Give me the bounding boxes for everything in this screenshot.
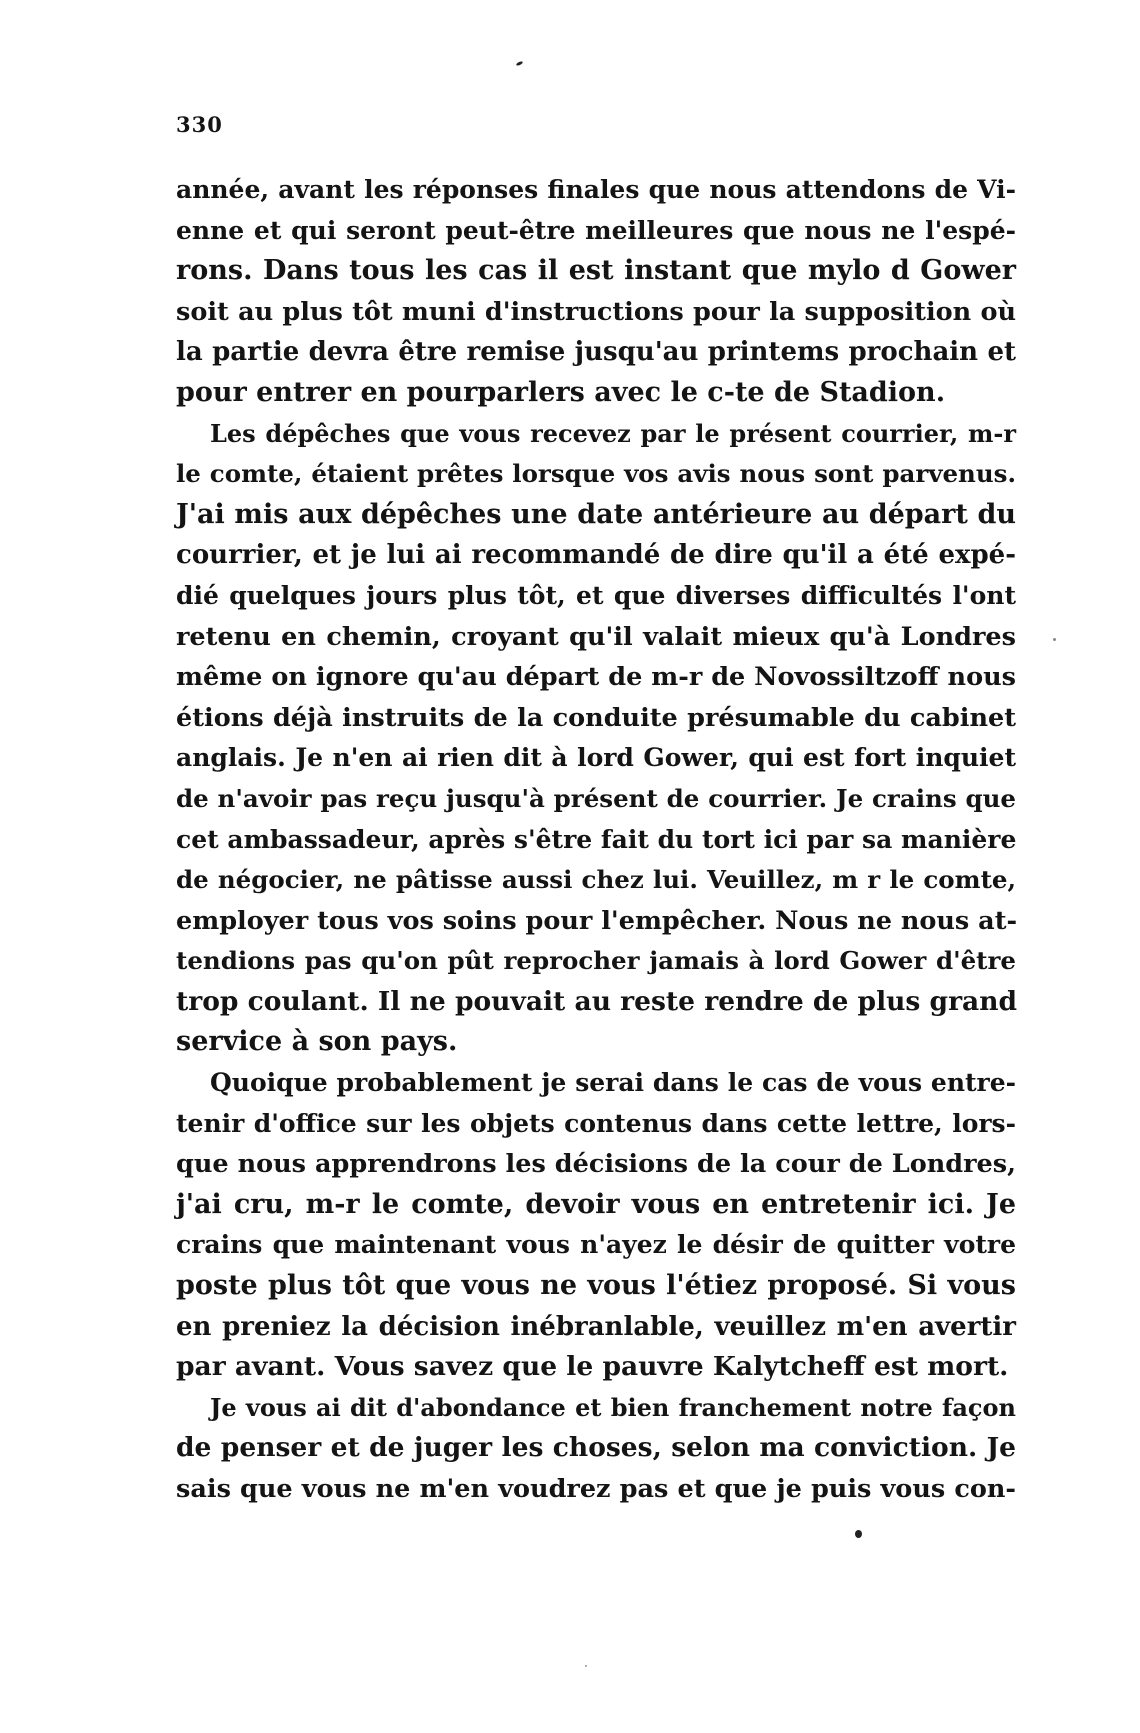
text-line: même on ignore qu'au départ de m-r de Novossiltzoff nous	[176, 662, 1016, 693]
text-line: employer tous vos soins pour l'empêcher. Nous ne nous at-	[176, 905, 1018, 936]
text-line: poste plus tôt que vous ne vous l'étiez proposé. Si vous	[176, 1270, 1016, 1302]
ink-speck	[855, 1530, 862, 1538]
ink-speck	[1053, 638, 1056, 641]
text-line: retenu en chemin, croyant qu'il valait mieux qu'à Londres	[176, 621, 1016, 652]
text-line: que nous apprendrons les décisions de la cour de Londres,	[176, 1149, 1016, 1180]
text-line: soit au plus tôt muni d'instructions pour la supposition où	[176, 296, 1016, 327]
body-text	[176, 170, 1016, 1510]
text-line: de négocier, ne pâtisse aussi chez lui. Veuillez, m r le comte,	[176, 865, 1016, 895]
text-line: année, avant les réponses finales que nous attendons de Vi-	[176, 175, 1016, 204]
text-line: rons. Dans tous les cas il est instant que mylo d Gower	[176, 255, 1016, 287]
text-line: dié quelques jours plus tôt, et que diverses difficultés l'ont	[176, 580, 1016, 610]
ink-speck	[516, 61, 524, 67]
text-line: Je vous ai dit d'abondance et bien franchement notre façon	[210, 1392, 1016, 1422]
text-line: tendions pas qu'on pût reprocher jamais à lord Gower d'être	[176, 946, 1016, 976]
text-line: anglais. Je n'en ai rien dit à lord Gower, qui est fort inquiet	[176, 743, 1016, 773]
text-line: tenir d'office sur les objets contenus dans cette lettre, lors-	[176, 1108, 1016, 1138]
text-line: sais que vous ne m'en voudrez pas et que je puis vous con-	[176, 1474, 1016, 1504]
text-line: la partie devra être remise jusqu'au printems prochain et	[176, 337, 1016, 368]
text-line: j'ai cru, m-r le comte, devoir vous en entretenir ici. Je	[176, 1188, 1016, 1220]
text-line: pour entrer en pourparlers avec le c-te de Stadion.	[176, 376, 946, 408]
text-line: J'ai mis aux dépêches une date antérieure au départ du	[176, 498, 1016, 530]
text-line: Quoique probablement je serai dans le cas de vous entre-	[210, 1068, 1016, 1098]
text-line: trop coulant. Il ne pouvait au reste rendre de plus grand	[176, 985, 1017, 1017]
text-line: en preniez la décision inébranlable, veuillez m'en avertir	[176, 1311, 1016, 1342]
text-line: courrier, et je lui ai recommandé de dire qu'il a été expé-	[176, 540, 1016, 571]
text-line: de n'avoir pas reçu jusqu'à présent de courrier. Je crains que	[176, 783, 1016, 813]
text-line: par avant. Vous savez que le pauvre Kalytcheff est mort.	[176, 1351, 1009, 1383]
text-line: étions déjà instruits de la conduite présumable du cabinet	[176, 702, 1016, 733]
text-line: de penser et de juger les choses, selon ma conviction. Je	[176, 1432, 1016, 1464]
text-line: enne et qui seront peut-être meilleures que nous ne l'espé-	[176, 215, 1016, 245]
page-number: 330	[176, 112, 223, 137]
text-line: le comte, étaient prêtes lorsque vos avis nous sont parvenus.	[176, 459, 1016, 489]
text-line: service à son pays.	[176, 1026, 458, 1058]
text-line: cet ambassadeur, après s'être fait du tort ici par sa manière	[176, 824, 1017, 854]
ink-speck	[585, 1665, 587, 1667]
text-line: crains que maintenant vous n'ayez le désir de quitter votre	[176, 1230, 1016, 1260]
text-line: Les dépêches que vous recevez par le présent courrier, m-r	[210, 418, 1016, 448]
